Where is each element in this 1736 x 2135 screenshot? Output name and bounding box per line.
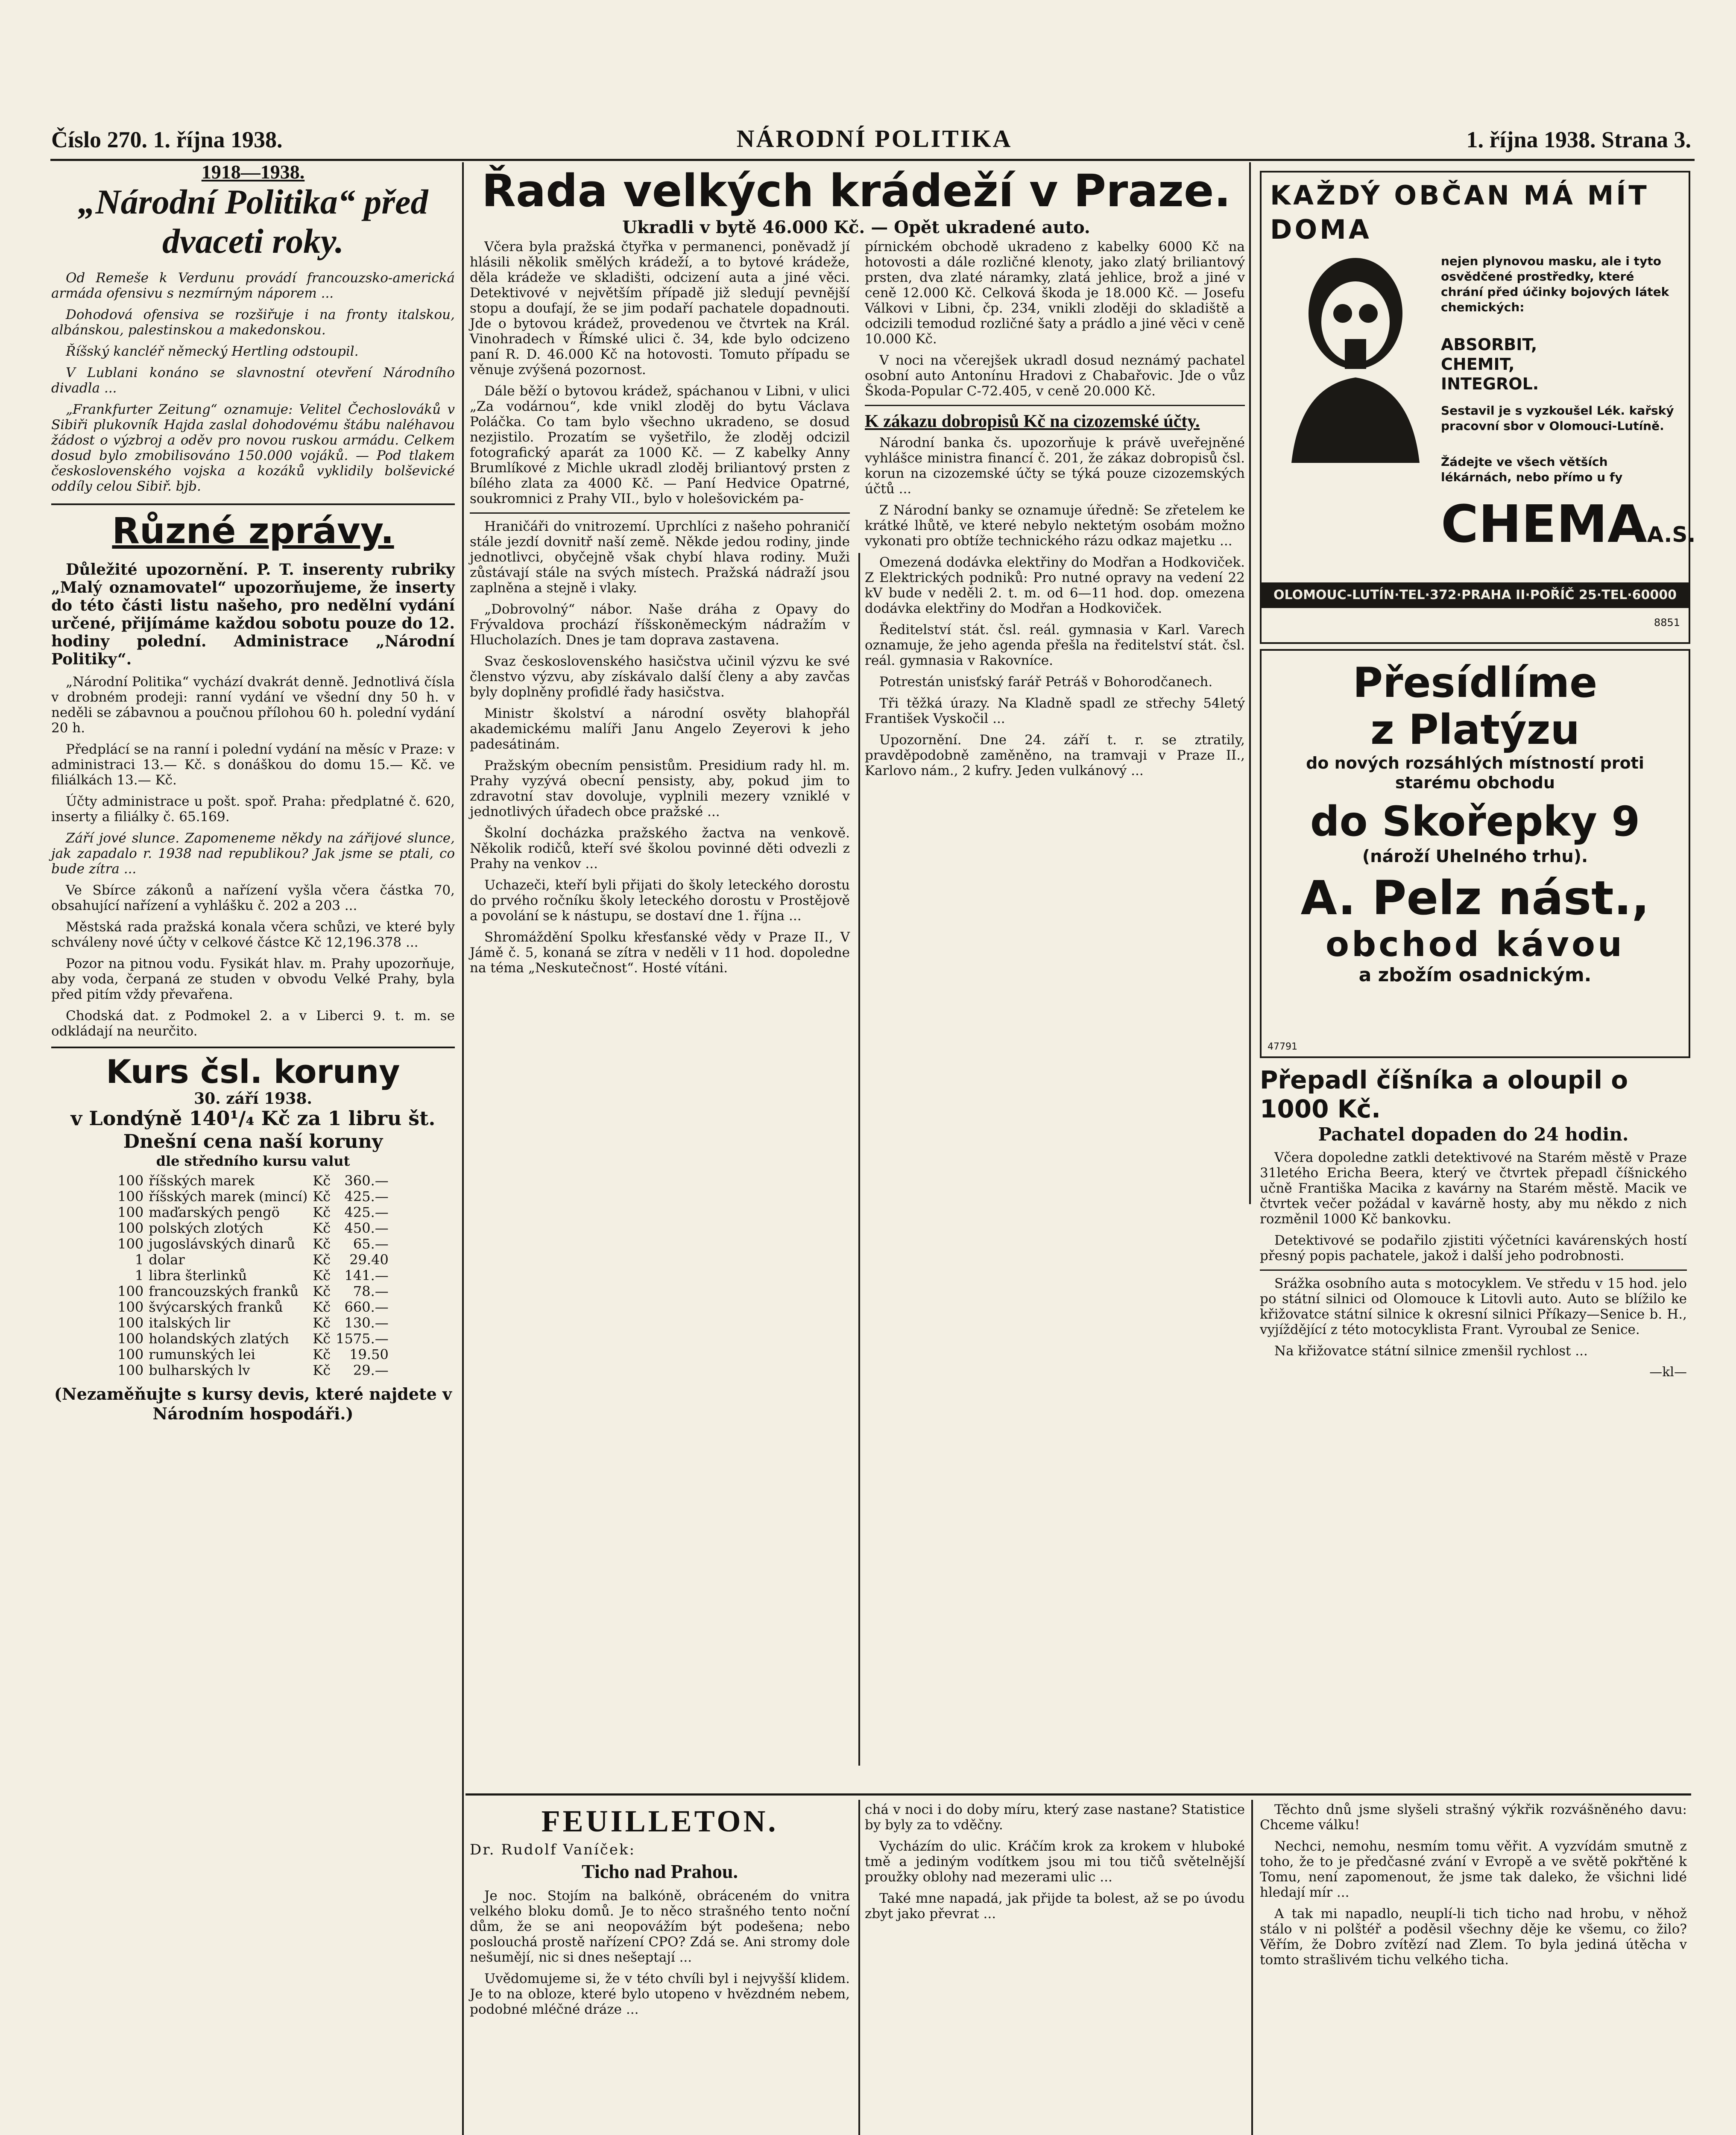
pelz-line: do Skořepky 9 — [1310, 798, 1640, 845]
column-divider — [858, 553, 860, 1766]
exchange-cell-val: 450.— — [344, 1220, 389, 1236]
exchange-cell-val: 1575.— — [336, 1331, 389, 1347]
gas-mask-person-icon — [1274, 249, 1437, 463]
exchange-cell-qty: 100 — [117, 1173, 144, 1189]
feuilleton-paragraph: chá v noci i do doby míru, který zase nastane? Statistice by byly za to vděčny. — [865, 1802, 1245, 1833]
article-paragraph: Hraničáři do vnitrozemí. Uprchlíci z našeho pohraničí stále jezdí dovnitř naší země. Někde jedou rodiny, jinde jednotlivci, obyčejně však chybí hlava rodiny. Muži zůstávají stále na svých místech. Pražská nádraží jsou zaplněna a stejně i vlaky. — [470, 519, 850, 596]
exchange-cell-name: rumunských lei — [149, 1346, 255, 1363]
article-signature: —kl— — [1649, 1365, 1687, 1380]
exchange-cell-val: 141.— — [344, 1267, 389, 1284]
exchange-caption: dle středního kursu valut — [156, 1153, 350, 1169]
exchange-cell-cur: Kč — [313, 1173, 331, 1189]
column-divider — [1251, 1800, 1253, 2135]
exchange-cell-val: 130.— — [344, 1315, 389, 1331]
exchange-cell-name: švýcarských franků — [149, 1299, 283, 1315]
pelz-line: a zbožím osadnickým. — [1358, 964, 1592, 986]
column-divider — [462, 162, 464, 2135]
news-item: Pozor na pitnou vodu. Fysikát hlav. m. Prahy upozorňuje, aby voda, čerpaná ze studen v obvodu Velké Prahy, byla před pitím vždy převařena. — [51, 956, 455, 1002]
chema-advert — [1260, 171, 1696, 644]
pelz-advert — [1260, 649, 1690, 1058]
chema-suffix: A.S. — [1647, 522, 1696, 547]
feuilleton-rule — [465, 1793, 1691, 1796]
feuilleton-paragraph: Nechci, nemohu, nesmím tomu věřit. A vyzvídám smutně z toho, že to je předčasné zvání v Evropě a ve světě pokřtěné k Tomu, není zapomenout, že jsme tak daleko, že všichni lidé hledají mír ... — [1260, 1839, 1687, 1900]
feuilleton-piece-title: Ticho nad Prahou. — [582, 1860, 738, 1882]
news-item: Městská rada pražská konala včera schůzi, ve které byly schváleny nové účty v celkové částce Kč 12,196.378 ... — [51, 919, 455, 950]
exchange-cell-cur: Kč — [313, 1236, 331, 1252]
news-item: „Národní Politika“ vychází dvakrát denně. Jednotlivá čísla v drobném prodeji: ranní vydání ve všední dny 50 h. v neděli se zábavnou a poučnou přílohou 60 h. polední vydání 20 h. — [51, 674, 455, 736]
pelz-line: do nových rozsáhlých místností proti starému obchodu — [1306, 754, 1644, 792]
pelz-line: z Platýzu — [1370, 706, 1580, 754]
article-title: K zákazu dobropisů Kč na cizozemské účty. — [865, 412, 1200, 431]
exchange-cell-cur: Kč — [313, 1315, 331, 1331]
chema-address: OLOMOUC-LUTÍN·TEL·372·PRAHA II·POŘÍČ 25·TEL·60000 — [1262, 582, 1689, 608]
exchange-cell-name: maďarských pengö — [149, 1204, 280, 1220]
article-paragraph: Národní banka čs. upozorňuje k právě uveřejněné vyhlášce ministra financí č. 201, že zákaz dobropisů čsl. korun na cizozemské účty se týká pouze cizozemských účtů ... — [865, 435, 1245, 497]
article-paragraph: Ministr školství a národní osvěty blahopřál akademickému malíři Janu Angelo Zeyerovi k jeho padesátinám. — [470, 706, 850, 752]
exchange-cell-name: polských zlotých — [149, 1220, 263, 1236]
pelz-line: Přesídlíme — [1352, 659, 1598, 707]
exchange-row — [115, 1331, 391, 1347]
section-rule — [470, 512, 850, 514]
exchange-cell-cur: Kč — [313, 1362, 331, 1378]
issue-number: Číslo 270. 1. října 1938. — [51, 127, 283, 152]
exchange-cell-qty: 100 — [117, 1315, 144, 1331]
exchange-cell-cur: Kč — [313, 1331, 331, 1347]
article-paragraph: Tři těžká úrazy. Na Kladně spadl ze střechy 54letý František Vyskočil ... — [865, 696, 1245, 726]
exchange-cell-qty: 100 — [117, 1188, 144, 1205]
pelz-code: 47791 — [1268, 1041, 1297, 1052]
exchange-cell-qty: 1 — [135, 1267, 144, 1284]
article-paragraph: Shromáždění Spolku křesťanské vědy v Praze II., V Jámě č. 5, konaná se zítra v neděli v 11 hod. dopoledne na téma „Neskutečnost“. Hosté vítáni. — [470, 930, 850, 976]
exchange-cell-val: 65.— — [353, 1236, 389, 1252]
exchange-cell-qty: 100 — [117, 1283, 144, 1299]
column-divider — [1249, 162, 1251, 1204]
chema-product: INTEGROL. — [1441, 374, 1539, 393]
history-paragraph: Dohodová ofensiva se rozšiřuje i na fronty italskou, albánskou, palestinskou a makedonskou. — [51, 307, 455, 338]
pelz-line: obchod kávou — [1326, 924, 1625, 964]
exchange-note: (Nezaměňujte s kursy devis, které najdete v Národním hospodáři.) — [54, 1384, 452, 1423]
exchange-row — [115, 1252, 391, 1268]
theft-headline-block — [470, 164, 1243, 237]
theft-title: Řada velkých krádeží v Praze. — [481, 165, 1231, 217]
feuilleton-paragraph: Je noc. Stojím na balkóně, obráceném do vnitra velkého bloku domů. Je to něco strašného tento noční dům, že se ani neopovážím být podešena; nebo poslouchá prostě nařízení CPO? Zdá se. Ani stromy dole nešumějí, nic si dnes nešeptají ... — [470, 1888, 850, 1965]
feuilleton-column-3 — [1260, 1802, 1687, 2135]
exchange-cell-name: říšských marek — [149, 1173, 255, 1189]
article-paragraph: Včera dopoledne zatkli detektivové na Starém městě v Praze 31letého Ericha Beera, který ve čtvrtek přepadl číšnického učně Františka Macika z kavárny na Starém městě. Macik ve čtvrtek večer požádal v kavárně hosty, aby mu někdo z nich rozměnil 1000 Kč bankovku. — [1260, 1150, 1687, 1227]
chema-tested: Sestavil je s vyzkoušel Lék. kařský pracovní sbor v Olomouci-Lutíně. — [1441, 404, 1674, 433]
article-paragraph: Uchazeči, kteří byli přijati do školy leteckého dorostu do prvého ročníku školy leteckého dorostu v Prostějově a povolání se k nástupu, se dostaví dne 1. října ... — [470, 877, 850, 924]
feuilleton-column-2 — [865, 1802, 1245, 2135]
exchange-cell-cur: Kč — [313, 1299, 331, 1315]
page-number: 1. října 1938. Strana 3. — [1466, 127, 1691, 152]
exchange-cell-cur: Kč — [313, 1252, 331, 1268]
exchange-row — [115, 1299, 391, 1315]
exchange-cell-val: 660.— — [344, 1299, 389, 1315]
column-divider — [858, 1800, 860, 2135]
exchange-row — [115, 1268, 391, 1284]
article-paragraph: Ředitelství stát. čsl. reál. gymnasia v Karl. Varech oznamuje, že jeho agenda přešla na ředitelství stát. čsl. reál. gymnasia v Rakovníce. — [865, 622, 1245, 668]
exchange-cell-val: 425.— — [344, 1188, 389, 1205]
exchange-cell-val: 425.— — [344, 1204, 389, 1220]
middle-right-column — [865, 239, 1245, 1759]
pelz-line: (nároží Uhelného trhu). — [1362, 847, 1588, 866]
middle-left-column — [470, 239, 850, 1759]
newspaper-name: NÁRODNÍ POLITIKA — [736, 125, 1013, 152]
exchange-cell-val: 19.50 — [349, 1346, 389, 1363]
exchange-row — [115, 1189, 391, 1205]
exchange-cell-cur: Kč — [313, 1346, 331, 1363]
exchange-row — [115, 1205, 391, 1220]
exchange-cell-qty: 100 — [117, 1299, 144, 1315]
article-paragraph: Srážka osobního auta s motocyklem. Ve středu v 15 hod. jelo po státní silnici od Olomouce k Litovli auto. Auto se blížilo ke křižovatce státní silnice k okresní silnici Příkazy—Senice b. H., vyjíždějící z této motocyklista Frant. Vyroubal ze Senice. — [1260, 1276, 1687, 1337]
news-item: Účty administrace u pošt. spoř. Praha: předplatné č. 620, inserty a filiálky č. 65.169. — [51, 794, 455, 825]
exchange-row — [115, 1173, 391, 1189]
robbery-subtitle: Pachatel dopaden do 24 hodin. — [1318, 1124, 1629, 1145]
exchange-row — [115, 1236, 391, 1252]
chema-brand — [1441, 495, 1696, 562]
feuilleton-author: Dr. Rudolf Vaníček: — [470, 1841, 636, 1858]
feuilleton-paragraph: A tak mi napadlo, neuplí-li tich ticho nad hrobu, v něhož stálo v ni polštéř a poděsil všechny děje ke všemu, co žilo? Věřím, že Dobro zvítězí nad Zlem. To byla jediná útěcha v tomto strašlivém tichu velkého ticha. — [1260, 1906, 1687, 1968]
exchange-table — [115, 1173, 391, 1378]
history-paragraph: V Lublani konáno se slavnostní otevření Národního divadla ... — [51, 365, 455, 396]
chema-product: ABSORBIT, — [1441, 335, 1537, 354]
history-paragraph: „Frankfurter Zeitung“ oznamuje: Velitel Čechoslováků v Sibiři plukovník Hajda zaslal dohodovému štábu naléhavou žádost o výzbroj a oděv pro novou ruskou armádu. Celkem dosud bylo zmobilisováno 150.000 vojáků. — Pod tlakem československého vojska a kozáků vyklidily bolševické oddíly celou Sibiř. bjb. — [51, 402, 455, 494]
news-item: Důležité upozornění. P. T. inserenty rubriky „Malý oznamovatel“ upozorňujeme, že inserty do této části listu našeho, pro nedělní vydání určené, přijímáme každou sobotu pouze do 12. hodiny polední. Administrace „Národní Politiky“. — [51, 561, 455, 668]
chema-headline: KAŽDÝ OBČAN MÁ MÍT DOMA — [1270, 180, 1649, 245]
chema-product: CHEMIT, — [1441, 355, 1515, 374]
exchange-today: Dnešní cena naší koruny — [123, 1131, 383, 1152]
exchange-cell-name: jugoslávských dinarů — [149, 1236, 296, 1252]
exchange-cell-qty: 1 — [135, 1252, 144, 1268]
exchange-cell-cur: Kč — [313, 1283, 331, 1299]
chema-code: 8851 — [1654, 617, 1680, 629]
article-paragraph: Upozornění. Dne 24. září t. r. se ztratily, pravděpodobně zaměněno, na tramvaji v Praze II., Karlovo nám., 2 kufry. Jeden vulkánový ... — [865, 732, 1245, 778]
article-paragraph: Svaz československého hasičstva učinil výzvu ke své členstvo výzvu, aby získávalo další členy a aby zavčas byly doplněny profidlé řady hasičstva. — [470, 654, 850, 700]
article-paragraph: Potrestán unisťský farář Petráš v Bohorodčanech. — [879, 674, 1213, 690]
article-paragraph: Omezená dodávka elektřiny do Modřan a Hodkoviček. Z Elektrických podniků: Pro nutné opravy na vedení 22 kV bude v neděli 2. t. m. od 6—11 hod. dop. omezena dodávka elektřiny do Modřan a Hodkoviček. — [865, 555, 1245, 616]
feuilleton-paragraph: Uvědomujeme si, že v této chvíli byl i nejvyšší klidem. Je to na obloze, které bylo utopeno v hvězdném nebem, podobné mléčné dráze ... — [470, 1971, 850, 2017]
exchange-cell-val: 29.40 — [349, 1252, 389, 1268]
anniversary-title: „Národní Politika“ před dvaceti roky. — [78, 182, 428, 260]
exchange-row — [115, 1347, 391, 1363]
exchange-cell-qty: 100 — [117, 1204, 144, 1220]
exchange-cell-qty: 100 — [117, 1236, 144, 1252]
article-paragraph: Detektivové se podařilo zjistiti výčetníci kavárenských hostí přesný popis pachatele, jakož i další jeho podrobnosti. — [1260, 1233, 1687, 1263]
news-item: Září jové slunce. Zapomeneme někdy na zářijové slunce, jak zapadalo r. 1938 nad republikou? Jak jsme se ptali, co bude zítra ... — [51, 831, 455, 877]
article-paragraph: Pražským obecním pensistům. Presidium rady hl. m. Prahy vyzývá obecní pensisty, aby, pokud jim to zdravotní stav dovoluje, vyplnili mezery vzniklé v jednotlivých úřadech obce pražské ... — [470, 758, 850, 819]
robbery-title: Přepadl číšníka a oloupil o 1000 Kč. — [1260, 1065, 1628, 1123]
news-item: Předplácí se na ranní i polední vydání na měsíc v Praze: v administraci 13.— Kč. s donáškou do domu 15.— Kč. ve filiálkách 13.— Kč. — [51, 742, 455, 788]
news-section-title: Různé zprávy. — [112, 510, 394, 552]
news-item: Ve Sbírce zákonů a nařízení vyšla včera částka 70, obsahující nařízení a vyhlášku č. 202 a 203 ... — [51, 883, 455, 913]
feuilleton-title: FEUILLETON. — [541, 1804, 779, 1838]
article-paragraph: Dále běží o bytovou krádež, spáchanou v Libni, v ulici „Za vodárnou“, kde vnikl zloděj do bytu Václava Poláčka. Co tam bylo všechno ukradeno, se dosud nezjistilo. Prozatím se vyšetřilo, že zloděj odcizil fotografický aparát za 1000 Kč. — Z kabelky Anny Brumlíkové z Michle ukradl zloděj briliantový prsten z bílého zlata za 4000 Kč. — Paní Hedvice Opatrné, soukromnici z Prahy VII., bylo v holešovickém pa- — [470, 383, 850, 506]
feuilleton-column-1 — [470, 1802, 850, 2135]
exchange-row — [115, 1363, 391, 1378]
exchange-cell-name: říšských marek (mincí) — [149, 1188, 308, 1205]
article-paragraph: „Dobrovolný“ nábor. Naše dráha z Opavy do Frývaldova prochází říšskoněmeckým nádražím v Hlucholazích. Dnes je tam doprava zastavena. — [470, 602, 850, 648]
left-column — [51, 161, 455, 2135]
page-header — [51, 126, 1691, 153]
history-paragraph: Říšský kancléř německý Hertling odstoupil. — [66, 344, 359, 359]
article-paragraph: V noci na včerejšek ukradl dosud neznámý pachatel osobní auto Antonínu Hradovi z Chabařovic. Jde o vůz Škoda-Popular C-72.405, v ceně 20.000 Kč. — [865, 353, 1245, 399]
exchange-cell-name: bulharských lv — [149, 1362, 250, 1378]
exchange-london: v Londýně 140¹/₄ Kč za 1 libru št. — [70, 1107, 436, 1130]
exchange-row — [115, 1220, 391, 1236]
exchange-cell-cur: Kč — [313, 1204, 331, 1220]
pelz-line: A. Pelz nást., — [1300, 871, 1650, 925]
exchange-cell-val: 29.— — [353, 1362, 389, 1378]
chema-logo: CHEMA — [1441, 495, 1647, 554]
exchange-cell-qty: 100 — [117, 1220, 144, 1236]
exchange-cell-val: 78.— — [353, 1283, 389, 1299]
article-paragraph: Z Národní banky se oznamuje úředně: Se zřetelem ke krátké lhůtě, ve které nebylo nektetým osobám možno vykonati pro obtíže technického rázu odkaz majetku ... — [865, 503, 1245, 549]
exchange-cell-qty: 100 — [117, 1331, 144, 1347]
exchange-cell-cur: Kč — [313, 1188, 331, 1205]
exchange-cell-name: dolar — [149, 1252, 185, 1268]
chema-order: Žádejte ve všech větších lékárnách, nebo přímo u fy — [1441, 455, 1623, 484]
exchange-row — [115, 1284, 391, 1299]
feuilleton-paragraph: Také mne napadá, jak přijde ta bolest, až se po úvodu zbyt jako převrat ... — [865, 1891, 1245, 1922]
right-column — [1260, 1065, 1687, 1791]
exchange-cell-name: libra šterlinků — [149, 1267, 247, 1284]
chema-products — [1441, 335, 1680, 394]
chema-intro: nejen plynovou masku, ale i tyto osvědčené prostředky, které chrání před účinky bojových látek chemických: — [1441, 254, 1669, 314]
news-item: Chodská dat. z Podmokel 2. a v Liberci 9. t. m. se odkládají na neurčito. — [51, 1008, 455, 1039]
exchange-row — [115, 1315, 391, 1331]
exchange-cell-name: italských lir — [149, 1315, 231, 1331]
theft-subtitle: Ukradli v bytě 46.000 Kč. — Opět ukradené auto. — [622, 217, 1090, 237]
exchange-cell-cur: Kč — [313, 1220, 331, 1236]
feuilleton-paragraph: Vycházím do ulic. Kráčím krok za krokem v hluboké tmě a jediným vodítkem jsou mi tou tičů světelnější proužky oblohy nad mezerami ulic ... — [865, 1839, 1245, 1885]
article-paragraph: Školní docházka pražského žactva na venkově. Několik rodičů, kteří své školou povinné děti odvezli z Prahy na venkov ... — [470, 825, 850, 872]
anniversary-years: 1918—1938. — [201, 161, 305, 183]
section-rule — [51, 1047, 455, 1048]
exchange-cell-qty: 100 — [117, 1362, 144, 1378]
section-rule — [51, 503, 455, 505]
article-paragraph: Na křižovatce státní silnice zmenšil rychlost ... — [1274, 1343, 1588, 1359]
exchange-date: 30. září 1938. — [194, 1090, 312, 1108]
article-paragraph: pírnickém obchodě ukradeno z kabelky 6000 Kč na hotovosti a dále rozličné klenoty, jako zlatý briliantový prsten, dva zlaté náramky, zlatá jehlice, brož a jiné v ceně 12.000 Kč. Celková škoda je 18.000 Kč. — Josefu Válkovi v Libni, čp. 234, vnikli zloději do skladiště a odcizili temodud rozličné šaty a prádlo a jiné věci v ceně 10.000 Kč. — [865, 239, 1245, 347]
section-rule — [1260, 1269, 1687, 1271]
feuilleton-paragraph: Těchto dnů jsme slyšeli strašný výkřik rozvášněného davu: Chceme válku! — [1260, 1802, 1687, 1833]
article-paragraph: Včera byla pražská čtyřka v permanenci, poněvadž jí hlásili několik smělých krádeží, a to bytové krádeže, děla krádeže ve skladišti, odcizení auta a jiné věci. Detektivové v největším případě již sledují pevnější stopu a doufají, že se jim podaří pachatele dopadnouti. Jde o bytovou krádež, provedenou ve čtvrtek na Král. Vinohradech v Římské ulici č. 34, kde bylo odcizeno paní R. D. 46.000 Kč na hotovosti. Tomuto případu se věnuje zvýšená pozornost. — [470, 239, 850, 377]
exchange-cell-qty: 100 — [117, 1346, 144, 1363]
exchange-cell-val: 360.— — [344, 1173, 389, 1189]
exchange-cell-name: holandských zlatých — [149, 1331, 289, 1347]
exchange-cell-name: francouzských franků — [149, 1283, 299, 1299]
history-paragraph: Od Remeše k Verdunu provádí francouzsko-americká armáda ofensivu s nezmírným náporem ... — [51, 270, 455, 301]
exchange-title: Kurs čsl. koruny — [106, 1053, 400, 1091]
exchange-cell-cur: Kč — [313, 1267, 331, 1284]
section-rule — [865, 405, 1245, 406]
